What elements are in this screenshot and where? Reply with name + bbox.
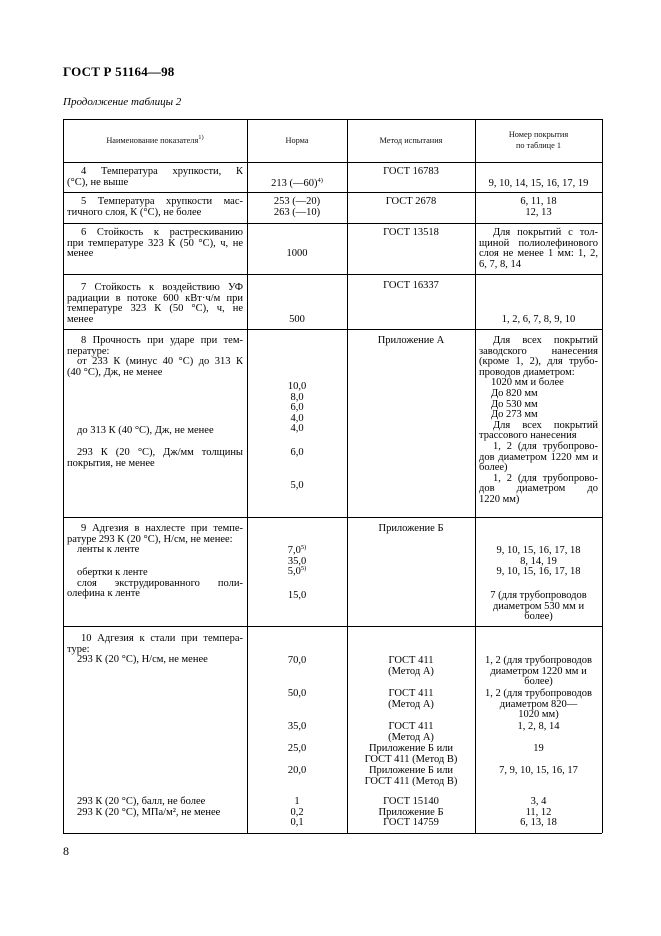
row-divider bbox=[63, 517, 602, 518]
header-method: Метод испытания bbox=[379, 136, 443, 145]
row10-method-1: ГОСТ 411 (Метод А) bbox=[388, 655, 434, 677]
row8-norm-6: 6,0 bbox=[290, 447, 304, 458]
header-indicator: Наименование показателя$^{1)}$ bbox=[106, 134, 204, 145]
row6-method: ГОСТ 13518 bbox=[383, 227, 439, 238]
row10-indicator: 10 Адгезия к стали при темпера- туре: 293 К (20 °С), Н/см, не менее bbox=[67, 633, 243, 666]
row4-norm: 213 (—60)$^{4)}$ bbox=[271, 177, 323, 189]
document-code: ГОСТ Р 51164—98 bbox=[63, 64, 175, 79]
row9-norms: 7,0$^{5)}$ 35,0 5,0$^{5)}$ bbox=[287, 544, 307, 578]
row9-subindicators: обертки к ленте слоя экструдированного поли- олефина к ленте bbox=[67, 567, 243, 600]
row5-coating: 6, 11, 18 12, 13 bbox=[520, 196, 557, 218]
row6-coating: Для покрытий с тол- щиной полиолефинового слоя не менее 1 мм: 1, 2, 6, 7, 8, 14 bbox=[479, 227, 598, 270]
row8-norms: 10,0 8,0 6,0 4,0 4,0 bbox=[287, 381, 307, 435]
row10-coating-5: 7, 9, 10, 15, 16, 17 bbox=[499, 765, 578, 776]
header-norm: Норма bbox=[285, 136, 309, 145]
row-divider bbox=[63, 329, 602, 330]
row6-indicator: 6 Стойкость к растрескиванию при температуре 323 К (50 °С), ч, не менее bbox=[67, 227, 243, 260]
row6-norm: 1000 bbox=[286, 248, 308, 259]
header-divider bbox=[63, 162, 602, 163]
row4-indicator: 4 Температура хрупкости, К (°С), не выше bbox=[67, 166, 243, 188]
row10-norm-5: 20,0 bbox=[287, 765, 307, 776]
row7-coating: 1, 2, 6, 7, 8, 9, 10 bbox=[501, 314, 576, 325]
row9-coating-extruded: 7 (для трубопроводов диаметром 530 мм и более) bbox=[490, 590, 587, 623]
row9-indicator: 9 Адгезия в нахлесте при темпе- ратуре 293 К (20 °С), Н/см, не менее: ленты к ленте bbox=[67, 523, 243, 556]
row8-subindicator-2: до 313 К (40 °С), Дж, не менее bbox=[77, 425, 214, 436]
row9-method: Приложение Б bbox=[378, 523, 444, 534]
row-divider bbox=[63, 626, 602, 627]
row4-coating: 9, 10, 14, 15, 16, 17, 19 bbox=[488, 178, 589, 189]
row7-indicator: 7 Стойкость к воздействию УФ радиации в потоке 600 кВт·ч/м при температуре 323 К (50 °С), ч, не менее bbox=[67, 282, 243, 325]
row10-norm-4: 25,0 bbox=[287, 743, 307, 754]
table-border-top bbox=[63, 119, 602, 120]
row10-coating-3: 1, 2, 8, 14 bbox=[517, 721, 560, 732]
row10-method-5: Приложение Б или ГОСТ 411 (Метод В) bbox=[364, 765, 458, 787]
row10-subindicators: 293 К (20 °С), балл, не более 293 К (20 °С), МПа/м², не менее bbox=[77, 796, 221, 818]
row-divider bbox=[63, 274, 602, 275]
requirements-table bbox=[63, 119, 602, 833]
row7-norm: 500 bbox=[289, 314, 305, 325]
table-border-left bbox=[63, 119, 64, 833]
row-divider bbox=[63, 192, 602, 193]
row9-coating: 9, 10, 15, 16, 17, 18 8, 14, 19 9, 10, 15, 16, 17, 18 bbox=[496, 545, 581, 578]
row8-indicator: 8 Прочность при ударе при тем- пературе: от 233 К (минус 40 °С) до 313 К (40 °С), Дж, не менее bbox=[67, 335, 243, 378]
row5-method: ГОСТ 2678 bbox=[385, 196, 437, 207]
row-divider bbox=[63, 223, 602, 224]
row8-coating: Для всех покрытий заводского нанесения (кроме 1, 2), для трубо- проводов диаметром: 1020 мм и более До 820 мм До 530 мм До 273 мм Для всех покрытий трассового нанесения 1, 2 (для трубопрово- дов диаметром 1220 мм и более) 1, 2 (для трубопрово- дов диаметром до 1220 мм) bbox=[479, 335, 598, 505]
table-border-bottom bbox=[63, 833, 602, 834]
row8-subindicator-3: 293 К (20 °С), Дж/мм толщины покрытия, не менее bbox=[67, 447, 243, 469]
table-border-right bbox=[602, 119, 603, 833]
row4-method: ГОСТ 16783 bbox=[383, 166, 439, 177]
row10-coating-2: 1, 2 (для трубопроводов диаметром 820— 1020 мм) bbox=[485, 688, 592, 721]
row7-method: ГОСТ 16337 bbox=[383, 280, 439, 291]
row5-norm: 253 (—20) 263 (—10) bbox=[273, 196, 321, 218]
row10-norm-1: 70,0 bbox=[287, 655, 307, 666]
row10-coating-1: 1, 2 (для трубопроводов диаметром 1220 мм и более) bbox=[485, 655, 592, 688]
table-continuation-caption: Продолжение таблицы 2 bbox=[63, 96, 182, 108]
row9-norm-4: 15,0 bbox=[287, 590, 307, 601]
page-number: 8 bbox=[63, 844, 69, 858]
row10-norms-678: 1 0,2 0,1 bbox=[290, 796, 304, 829]
row10-method-4: Приложение Б или ГОСТ 411 (Метод В) bbox=[364, 743, 458, 765]
row10-method-2: ГОСТ 411 (Метод А) bbox=[388, 688, 434, 710]
row10-norm-3: 35,0 bbox=[287, 721, 307, 732]
row10-method-6: ГОСТ 15140 Приложение Б ГОСТ 14759 bbox=[378, 796, 444, 829]
row5-indicator: 5 Температура хрупкости мас- тичного слоя, К (°С), не более bbox=[67, 196, 243, 218]
row8-method: Приложение А bbox=[377, 335, 445, 346]
row10-coating-4: 19 bbox=[533, 743, 544, 754]
row10-method-3: ГОСТ 411 (Метод А) bbox=[388, 721, 434, 743]
row10-coating-6: 3, 4 11, 12 6, 13, 18 bbox=[520, 796, 557, 829]
row10-norm-2: 50,0 bbox=[287, 688, 307, 699]
row8-norm-7: 5,0 bbox=[290, 480, 304, 491]
header-coating: Номер покрытия по таблице 1 bbox=[508, 130, 569, 150]
